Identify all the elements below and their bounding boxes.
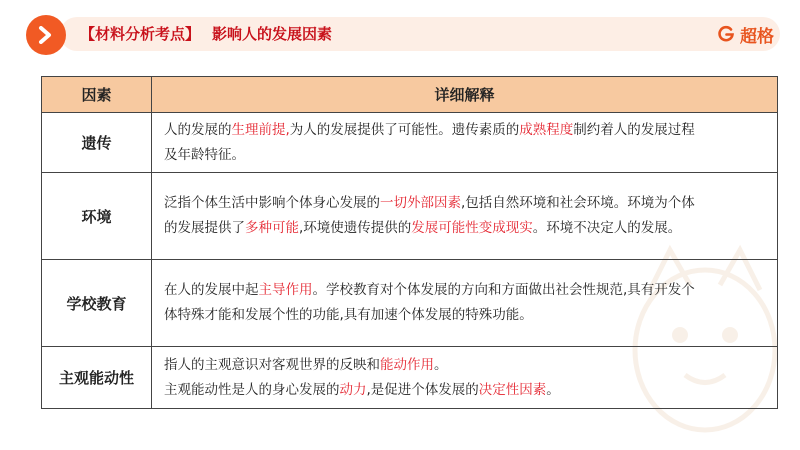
- explanation-cell: [152, 173, 778, 260]
- highlight-text: 能动作用: [380, 356, 434, 373]
- explanation-text: 泛指个体生活中影响个体身心发展的: [164, 195, 380, 211]
- explanation-text: ,包括自然环境和社会环境。环境为个体: [461, 195, 695, 211]
- table-header-row: [42, 77, 778, 113]
- page-title: [80, 20, 332, 48]
- title-text: 影响人的发展因素: [212, 25, 333, 43]
- logo-text: 超格: [740, 26, 774, 47]
- explanation-text: 在人的发展中起: [164, 282, 259, 298]
- factor-cell: 环境: [42, 173, 152, 260]
- chevron-right-icon: [37, 26, 55, 44]
- explanation-text: 人的发展的: [164, 121, 232, 138]
- explanation-line: [164, 143, 767, 168]
- explanation-line: [164, 118, 767, 143]
- explanation-text: ,环境使遗传提供的: [299, 220, 412, 236]
- highlight-text: 生理前提,: [231, 121, 290, 138]
- factor-cell: 遗传: [42, 113, 152, 173]
- explanation-line: [164, 378, 767, 403]
- explanation-cell: [152, 347, 778, 409]
- explanation-cell: [152, 113, 778, 173]
- explanation-line: [164, 278, 767, 303]
- highlight-text: 一切外部因素: [380, 195, 461, 211]
- explanation-text: 的发展提供了: [164, 220, 245, 236]
- table-row: [42, 113, 778, 173]
- factor-cell: 学校教育: [42, 260, 152, 347]
- explanation-text: 主观能动性是人的身心发展的: [164, 381, 340, 398]
- explanation-line: [164, 191, 767, 216]
- next-arrow-button[interactable]: [26, 15, 66, 55]
- explanation-text: 。: [546, 381, 560, 398]
- table-row: [42, 173, 778, 260]
- table-row: [42, 260, 778, 347]
- table-row: [42, 347, 778, 409]
- explanation-text: 体特殊才能和发展个性的功能,具有加速个体发展的特殊功能。: [164, 307, 533, 323]
- g-logo-icon: [717, 25, 735, 43]
- highlight-text: 动力: [339, 381, 367, 398]
- explanation-text: ,是促进个体发展的: [366, 381, 479, 398]
- brand-logo: [717, 19, 774, 49]
- explanation-line: [164, 216, 767, 241]
- explanation-text: 。学校教育对个体发展的方向和方面做出社会性规范,具有开发个: [312, 282, 695, 298]
- factor-cell: 主观能动性: [42, 347, 152, 409]
- highlight-text: 成熟程度: [519, 121, 574, 138]
- explanation-line: [164, 353, 767, 378]
- factors-table: [41, 76, 778, 409]
- explanation-text: 指人的主观意识对客观世界的反映和: [164, 356, 380, 373]
- highlight-text: 主导作用: [258, 282, 313, 298]
- explanation-cell: [152, 260, 778, 347]
- explanation-text: 。环境不决定人的发展。: [532, 220, 682, 236]
- explanation-text: 及年龄特征。: [164, 146, 245, 163]
- explanation-text: 。: [434, 356, 448, 373]
- explanation-text: 制约着人的发展过程: [573, 121, 695, 138]
- highlight-text: 多种可能: [245, 220, 299, 236]
- highlight-text: 发展可能性变成现实: [411, 220, 533, 236]
- explanation-line: [164, 303, 767, 328]
- column-header-factor: 因素: [42, 77, 152, 113]
- title-tag: 【材料分析考点】: [80, 25, 201, 43]
- column-header-explanation: 详细解释: [152, 77, 778, 113]
- header-bar: [0, 0, 800, 70]
- highlight-text: 决定性因素: [478, 381, 547, 398]
- explanation-text: 为人的发展提供了可能性。遗传素质的: [289, 121, 520, 138]
